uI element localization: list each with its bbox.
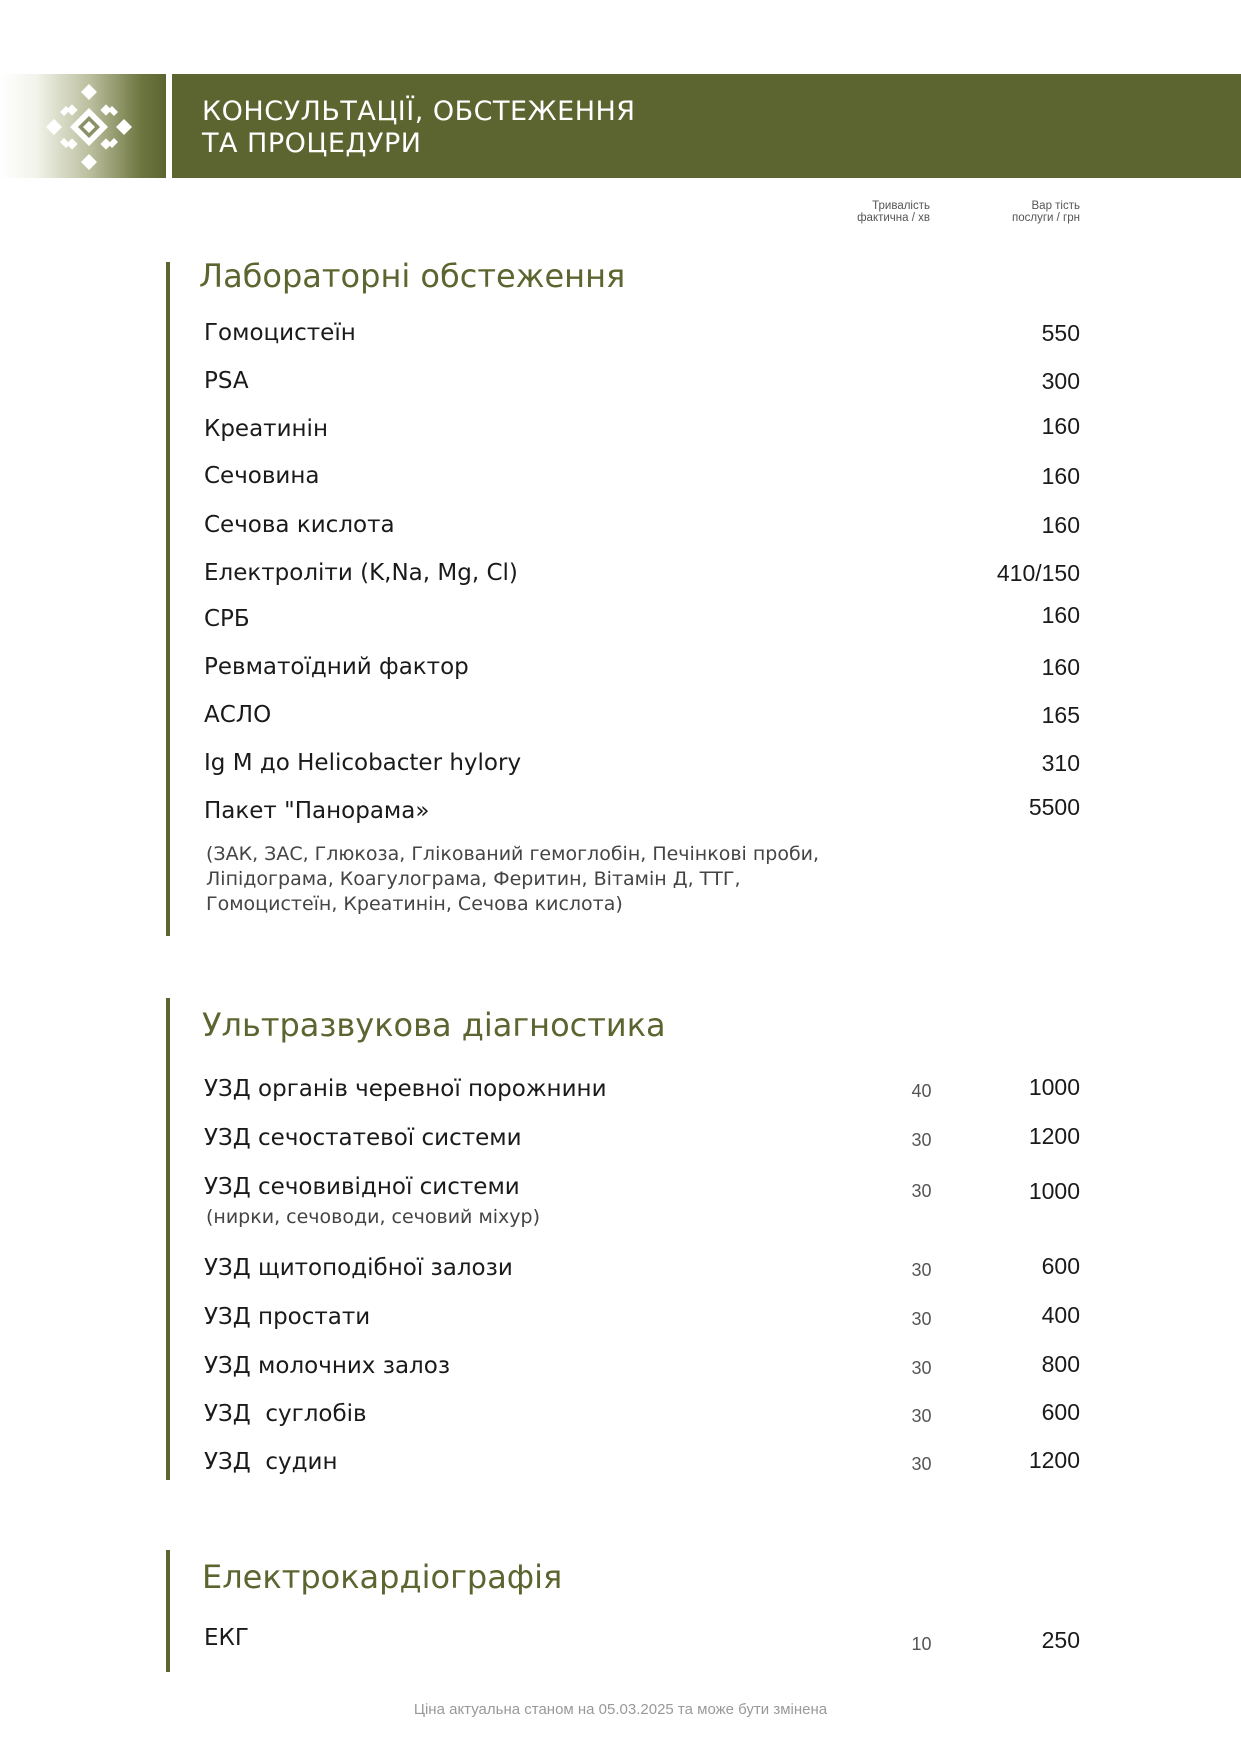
section-title-ultrasound: Ультразвукова діагностика — [202, 1006, 666, 1044]
service-row — [204, 366, 1080, 396]
note-line: Гомоцистеїн, Креатинін, Сечова кислота) — [206, 893, 623, 915]
service-price: 165 — [1041, 702, 1080, 728]
service-price: 1000 — [1028, 1074, 1080, 1100]
section-accent-bar — [166, 998, 170, 1480]
service-duration: 30 — [911, 1181, 932, 1201]
service-price: 160 — [1041, 512, 1080, 538]
service-price: 1000 — [1028, 1178, 1080, 1204]
service-name: Ig M до Helicobacter hylory — [204, 750, 522, 776]
service-row — [204, 461, 1080, 491]
service-name: УЗД судин — [204, 1449, 338, 1475]
service-name: Креатинін — [204, 416, 328, 442]
service-price: 250 — [1041, 1627, 1080, 1653]
service-price: 800 — [1041, 1351, 1080, 1377]
service-row — [204, 796, 1080, 826]
duration-header-line2: фактична / хв — [857, 212, 930, 224]
service-row — [204, 1123, 1080, 1153]
service-price: 160 — [1041, 602, 1080, 628]
service-row — [204, 510, 1080, 540]
header-divider — [166, 74, 172, 178]
service-name: УЗД суглобів — [204, 1401, 367, 1427]
package-contents-note — [206, 842, 819, 917]
service-price: 600 — [1041, 1253, 1080, 1279]
service-price: 300 — [1041, 368, 1080, 394]
service-duration: 30 — [911, 1358, 932, 1378]
service-name: УЗД органів черевної порожнини — [204, 1076, 607, 1102]
price-header-line1: Вар тість — [1031, 200, 1080, 212]
service-subnote: (нирки, сечоводи, сечовий міхур) — [206, 1206, 541, 1228]
service-name: Сечовина — [204, 463, 320, 489]
logo — [0, 74, 166, 178]
service-row — [204, 748, 1080, 778]
service-price: 400 — [1041, 1302, 1080, 1328]
service-duration: 30 — [911, 1406, 932, 1426]
service-row — [204, 414, 1080, 444]
service-name: Ревматоїдний фактор — [204, 654, 469, 680]
section-title-ecg: Електрокардіографія — [202, 1558, 563, 1596]
ornament-logo-icon — [44, 82, 134, 172]
service-name: Сечова кислота — [204, 512, 395, 538]
header-band — [0, 74, 1241, 178]
service-name: Пакет "Панорама» — [204, 798, 430, 824]
service-row — [204, 1623, 1080, 1653]
service-name: Гомоцистеїн — [204, 320, 356, 346]
service-price: 310 — [1041, 750, 1080, 776]
service-row — [204, 1447, 1080, 1477]
service-row — [204, 558, 1080, 588]
duration-header-line1: Тривалість — [872, 200, 930, 212]
service-name: УЗД сечовивідної системи — [204, 1174, 520, 1200]
service-row — [204, 318, 1080, 348]
service-price: 160 — [1041, 654, 1080, 680]
service-row — [204, 604, 1080, 634]
page-title-line2: ТА ПРОЦЕДУРИ — [202, 128, 422, 159]
price-column-header — [960, 200, 1080, 224]
section-accent-bar — [166, 262, 170, 936]
service-name: АСЛО — [204, 702, 272, 728]
service-duration: 30 — [911, 1309, 932, 1329]
price-disclaimer: Ціна актуальна станом на 05.03.2025 та може бути змінена — [413, 1701, 828, 1718]
service-row — [204, 652, 1080, 682]
price-header-line2: послуги / грн — [1012, 212, 1080, 224]
note-line: (ЗАК, ЗАС, Глюкоза, Глікований гемоглобін, Печінкові проби, — [206, 843, 820, 865]
service-price: 410/150 — [996, 560, 1080, 586]
service-name: Електроліти (K,Na, Mg, Cl) — [204, 560, 518, 586]
service-name: УЗД простати — [204, 1304, 371, 1330]
service-duration: 40 — [911, 1081, 932, 1101]
service-name: УЗД сечостатевої системи — [204, 1125, 522, 1151]
section-title-laboratory: Лабораторні обстеження — [199, 257, 626, 295]
note-line: Ліпідограма, Коагулограма, Феритин, Вітамін Д, ТТГ, — [206, 868, 741, 890]
service-row — [204, 1351, 1080, 1381]
service-row — [204, 1302, 1080, 1332]
service-name: СРБ — [204, 606, 250, 632]
service-row — [204, 700, 1080, 730]
service-duration: 10 — [911, 1634, 932, 1654]
service-name: ЕКГ — [204, 1625, 249, 1651]
service-row — [204, 1074, 1080, 1104]
service-duration: 30 — [911, 1260, 932, 1280]
service-price: 550 — [1041, 320, 1080, 346]
service-price: 1200 — [1028, 1447, 1080, 1473]
service-duration: 30 — [911, 1130, 932, 1150]
service-price: 5500 — [1028, 794, 1080, 820]
service-price: 160 — [1041, 413, 1080, 439]
service-row — [204, 1253, 1080, 1283]
service-name: УЗД щитоподібної залози — [204, 1255, 513, 1281]
service-name: УЗД молочних залоз — [204, 1353, 451, 1379]
service-price: 1200 — [1028, 1123, 1080, 1149]
service-duration: 30 — [911, 1454, 932, 1474]
section-accent-bar — [166, 1550, 170, 1672]
service-row — [204, 1399, 1080, 1429]
duration-column-header — [820, 200, 930, 224]
page-title — [202, 96, 636, 160]
service-row — [204, 1172, 1080, 1202]
service-name: PSA — [204, 368, 249, 394]
service-price: 600 — [1041, 1399, 1080, 1425]
page-title-line1: КОНСУЛЬТАЦІЇ, ОБСТЕЖЕННЯ — [202, 96, 636, 127]
service-price: 160 — [1041, 463, 1080, 489]
